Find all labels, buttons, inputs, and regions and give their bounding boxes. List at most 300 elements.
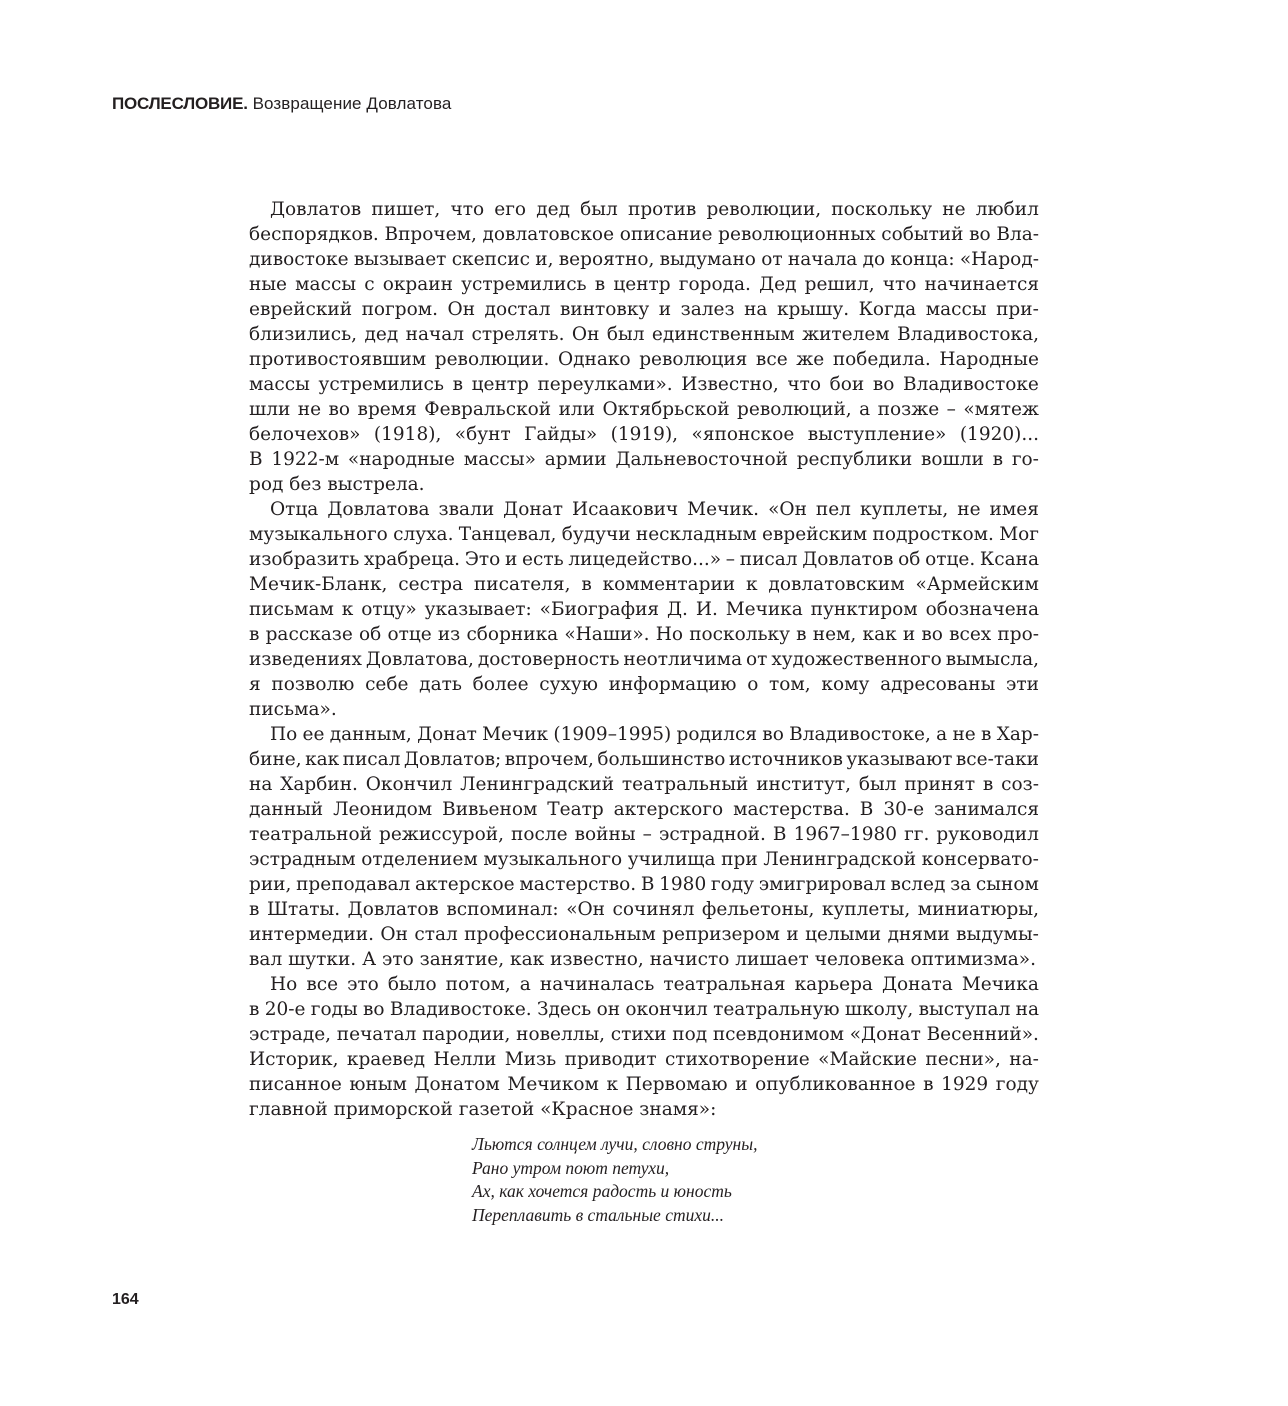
word: был <box>606 324 645 345</box>
word: рассказе <box>265 624 353 645</box>
word: «Биография <box>539 599 660 620</box>
word: на <box>1015 999 1039 1020</box>
word: Здесь <box>536 999 592 1020</box>
word: Леонидом <box>333 799 433 820</box>
word: во <box>328 399 351 420</box>
word: Довлатов; <box>403 749 502 770</box>
word: в <box>982 774 994 795</box>
word: Это <box>464 549 501 570</box>
word: начал <box>405 324 465 345</box>
word: как <box>862 624 897 645</box>
word: занятие, <box>419 949 505 970</box>
word: противостоявшим <box>249 349 427 370</box>
word: начинается <box>924 274 1039 295</box>
word: институт, <box>756 774 852 795</box>
word: и, <box>535 249 554 270</box>
word: жителем <box>802 324 890 345</box>
word: еврейским <box>762 524 868 545</box>
word: стихотворение <box>665 1049 810 1070</box>
word: Хар- <box>996 724 1039 745</box>
word: рии, <box>249 874 292 895</box>
poem-line: Льются солнцем лучи, словно струны, <box>472 1134 758 1154</box>
word: В <box>859 799 874 820</box>
word: на <box>249 774 273 795</box>
word: – <box>946 399 956 420</box>
word: отце. <box>925 549 976 570</box>
word: соз- <box>1001 774 1039 795</box>
word: данный <box>249 799 324 820</box>
text-line <box>249 547 1039 572</box>
word: «мятеж <box>963 399 1039 420</box>
word: куплеты, <box>821 899 911 920</box>
word: от <box>746 649 768 670</box>
word: Когда <box>858 299 917 320</box>
word: Владивостока, <box>897 324 1039 345</box>
word: бине, <box>249 749 302 770</box>
word: Февральской <box>424 399 552 420</box>
text-line <box>249 247 1039 272</box>
paragraph <box>249 197 1039 497</box>
word: беспорядков. <box>249 224 379 245</box>
word: начиналась <box>539 974 655 995</box>
word: Довлатов <box>270 199 362 220</box>
word: Донат <box>417 724 477 745</box>
word: В <box>640 874 655 895</box>
text-line <box>249 897 1039 922</box>
word: музыкального <box>249 524 388 545</box>
word: позволю <box>271 674 355 695</box>
text-line <box>249 272 1039 297</box>
poem-line: Рано утром поют петухи, <box>472 1157 670 1178</box>
word: бои <box>829 374 865 395</box>
word: известно, <box>550 949 644 970</box>
word: революция <box>639 349 748 370</box>
word: письмам <box>249 599 334 620</box>
word: эстрадной. <box>658 824 766 845</box>
word: театральной <box>249 824 372 845</box>
word: более <box>472 674 529 695</box>
word: войны <box>574 824 636 845</box>
word: подростком. <box>872 524 994 545</box>
word: к <box>746 574 758 595</box>
word: «японское <box>691 424 795 445</box>
word: не <box>957 499 981 520</box>
word: вызывает <box>353 249 447 270</box>
word: преподавал <box>296 874 411 895</box>
word: ные <box>249 274 288 295</box>
word: на <box>744 299 768 320</box>
word: единственным <box>651 324 795 345</box>
word: новеллы, <box>516 1024 606 1045</box>
word: краевед <box>346 1049 426 1070</box>
word: лишает <box>735 949 809 970</box>
word: дивостоке <box>249 249 349 270</box>
word: винтовку <box>559 299 650 320</box>
word: в <box>594 274 606 295</box>
word: в <box>249 899 260 920</box>
word: профессиональным <box>464 924 656 945</box>
word: про- <box>997 624 1039 645</box>
word: а <box>519 974 531 995</box>
word: выступал <box>918 999 1011 1020</box>
word: Мизь <box>504 1049 557 1070</box>
word: карьера <box>794 974 873 995</box>
word: Дальневосточной <box>615 449 788 470</box>
word: республики <box>796 449 913 470</box>
word: выступление» <box>807 424 947 445</box>
word: звали <box>438 499 495 520</box>
word: время <box>357 399 417 420</box>
word: комментарии <box>602 574 736 595</box>
word: в <box>923 1074 934 1095</box>
word: эти <box>1006 674 1039 695</box>
word: центр <box>471 374 529 395</box>
word: близились, <box>249 324 358 345</box>
word: газетой <box>458 1099 535 1120</box>
word: пунктиром <box>810 599 918 620</box>
text-line <box>249 497 1039 522</box>
poem-excerpt <box>472 1133 757 1227</box>
text-line <box>249 872 1039 897</box>
word: стал <box>414 924 458 945</box>
word: и <box>504 549 518 570</box>
word: себе <box>365 674 409 695</box>
word: «Майские <box>818 1049 917 1070</box>
word: опубликованное <box>755 1074 916 1095</box>
word: фельетоны, <box>701 899 815 920</box>
poem-line: Ах, как хочется радость и юность <box>472 1181 732 1201</box>
word: Народные <box>939 349 1039 370</box>
word: за <box>950 874 972 895</box>
word: сыном <box>975 874 1039 895</box>
word: скепсис <box>451 249 530 270</box>
word: революционных <box>718 224 876 245</box>
word: указывают <box>846 749 953 770</box>
word: от <box>761 249 783 270</box>
word: в <box>249 999 260 1020</box>
text-line <box>249 747 1039 772</box>
body-text <box>249 197 1039 1122</box>
word: любил <box>975 199 1039 220</box>
word: Однако <box>558 349 631 370</box>
word: после <box>511 824 568 845</box>
word: писал <box>739 549 798 570</box>
word: Октябрьской <box>602 399 730 420</box>
word: дед <box>364 324 399 345</box>
word: центр <box>613 274 671 295</box>
word: об <box>898 549 921 570</box>
text-line <box>249 472 1039 497</box>
word: выдумы- <box>956 924 1039 945</box>
word: А <box>362 949 377 970</box>
word: революции, <box>706 199 822 220</box>
word: при <box>721 849 758 870</box>
word: Вивьеном <box>442 799 538 820</box>
word: Историк, <box>249 1049 339 1070</box>
word: армии <box>544 449 607 470</box>
word: при- <box>996 299 1039 320</box>
word: кому <box>821 674 870 695</box>
word: Д. <box>667 599 688 620</box>
word: не <box>942 199 966 220</box>
word: интермедии. <box>249 924 374 945</box>
word: большинство <box>597 749 726 770</box>
word: в <box>452 374 463 395</box>
word: пел <box>815 499 851 520</box>
word: Мечиком <box>507 1074 599 1095</box>
word: приморской <box>333 1099 453 1120</box>
word: достоверность <box>477 649 620 670</box>
word: не <box>297 399 322 420</box>
word: эстраде, <box>249 1024 332 1045</box>
word: еврейский <box>249 299 353 320</box>
word: принят <box>904 774 976 795</box>
word: режиссурой, <box>379 824 504 845</box>
word: позже <box>877 399 940 420</box>
word: миниатюры, <box>917 899 1039 920</box>
word: сухую <box>539 674 598 695</box>
word: о <box>747 674 759 695</box>
text-line <box>249 372 1039 397</box>
word: – <box>725 549 736 570</box>
word: Штаты. <box>266 899 341 920</box>
word: годы <box>310 999 358 1020</box>
word: отцу» <box>361 599 417 620</box>
word: 1929 <box>941 1074 989 1095</box>
word: на- <box>1009 1049 1039 1070</box>
word: погром. <box>361 299 439 320</box>
running-head <box>112 94 451 114</box>
word: сестра <box>398 574 464 595</box>
word: мастерство. <box>519 874 637 895</box>
word: Донатом <box>414 1074 500 1095</box>
word: поскольку <box>689 624 790 645</box>
word: консервато- <box>921 849 1039 870</box>
word: достал <box>484 299 551 320</box>
paragraph <box>249 497 1039 722</box>
text-line <box>249 1097 1039 1122</box>
word: отделением <box>361 849 478 870</box>
word: отце <box>387 624 432 645</box>
word: к <box>341 599 354 620</box>
word: «Армейским <box>915 574 1039 595</box>
word: есть <box>522 549 564 570</box>
word: во <box>921 624 943 645</box>
word: театральную <box>713 999 840 1020</box>
word: он <box>596 999 621 1020</box>
word: все-таки <box>955 749 1039 770</box>
word: а <box>936 724 948 745</box>
word: в <box>796 624 807 645</box>
word: Впрочем, <box>384 224 477 245</box>
text-line <box>249 947 1039 972</box>
word: Первомаю <box>625 1074 728 1095</box>
text-line <box>249 447 1039 472</box>
word: Мечика <box>725 599 803 620</box>
text-line <box>249 522 1039 547</box>
word: обозначена <box>925 599 1039 620</box>
word: род <box>249 474 284 495</box>
text-line <box>249 672 1039 697</box>
word: В <box>249 449 263 470</box>
word: оптимизма». <box>910 949 1037 970</box>
word: Мечик <box>482 724 549 745</box>
word: дед <box>536 199 570 220</box>
word: же <box>796 349 825 370</box>
word: все <box>755 349 788 370</box>
word: без <box>289 474 322 495</box>
word: в <box>581 574 592 595</box>
word: и <box>735 1074 748 1095</box>
word: Ксана <box>979 549 1039 570</box>
word: массы» <box>463 449 536 470</box>
word: Мечик. <box>687 499 760 520</box>
word: дать <box>419 674 462 695</box>
word: «Красное <box>540 1099 634 1120</box>
word: (1919), <box>610 424 679 445</box>
text-line <box>249 572 1039 597</box>
word: слуха. <box>393 524 454 545</box>
word: не <box>952 724 976 745</box>
word: Он <box>571 324 600 345</box>
word: конца: <box>890 249 955 270</box>
word: залез <box>680 299 735 320</box>
word: «Донат <box>849 1024 921 1045</box>
word: шли <box>249 399 291 420</box>
word: Окончил <box>365 774 453 795</box>
word: ее <box>302 724 325 745</box>
word: приводит <box>564 1049 657 1070</box>
word: или <box>558 399 595 420</box>
word: Мог <box>999 524 1039 545</box>
text-line <box>249 322 1039 347</box>
word: что <box>787 374 822 395</box>
word: днями <box>887 924 950 945</box>
word: Нелли <box>433 1049 497 1070</box>
word: Донат <box>503 499 563 520</box>
word: «бунт <box>454 424 511 445</box>
word: будучи <box>561 524 631 545</box>
word: начала <box>787 249 858 270</box>
word: Он <box>447 299 476 320</box>
word: И. <box>695 599 718 620</box>
word: до <box>862 249 886 270</box>
word: родился <box>676 724 758 745</box>
word: во <box>872 374 895 395</box>
word: имея <box>989 499 1039 520</box>
word: победила. <box>832 349 931 370</box>
word: юным <box>349 1074 407 1095</box>
text-line <box>249 647 1039 672</box>
word: во <box>762 724 784 745</box>
word: эстрадным <box>249 849 356 870</box>
text-line <box>249 697 1039 722</box>
word: адресованы <box>880 674 996 695</box>
chapter-title: Возвращение Довлатова <box>252 94 452 113</box>
word: училища <box>627 849 716 870</box>
word: Дед <box>759 274 797 295</box>
word: во <box>969 224 991 245</box>
word: был <box>580 199 618 220</box>
word: Известно, <box>681 374 779 395</box>
word: города. <box>678 274 751 295</box>
word: писателя, <box>473 574 571 595</box>
word: «Наши». <box>564 624 650 645</box>
word: Довлатов <box>802 549 894 570</box>
word: вслед <box>890 874 946 895</box>
word: Он <box>380 924 408 945</box>
word: Довлатова <box>327 499 430 520</box>
word: году <box>710 874 755 895</box>
word: из <box>437 624 461 645</box>
word: лицедейство...» <box>568 549 722 570</box>
word: а <box>859 399 871 420</box>
word: с <box>364 274 375 295</box>
text-line <box>249 422 1039 447</box>
word: музыкального <box>483 849 623 870</box>
word: переулками». <box>537 374 673 395</box>
word: начисто <box>649 949 730 970</box>
word: массы <box>249 374 310 395</box>
word: руководил <box>936 824 1039 845</box>
word: вымысла, <box>945 649 1039 670</box>
word: году <box>995 1074 1039 1095</box>
word: в <box>981 724 992 745</box>
word: Довлатова, <box>365 649 474 670</box>
word: песни», <box>925 1049 1001 1070</box>
word: всех <box>949 624 992 645</box>
word: массы <box>925 299 987 320</box>
word: вероятно, <box>558 249 655 270</box>
word: потом, <box>445 974 511 995</box>
word: стрелять. <box>471 324 565 345</box>
text-line <box>249 397 1039 422</box>
word: поскольку <box>831 199 933 220</box>
word: Доната <box>881 974 953 995</box>
text-line <box>249 922 1039 947</box>
text-line <box>249 772 1039 797</box>
word: Владивостоке. <box>389 999 532 1020</box>
word: «Он <box>768 499 807 520</box>
word: мастерства. <box>733 799 850 820</box>
word: сочинял <box>612 899 695 920</box>
word: как <box>510 949 545 970</box>
word: – <box>642 824 652 845</box>
word: Но <box>655 624 684 645</box>
word: был <box>858 774 897 795</box>
word: описание <box>619 224 713 245</box>
word: я <box>249 674 261 695</box>
word: 1967–1980 <box>793 824 898 845</box>
word: актерское <box>414 874 515 895</box>
word: нем, <box>812 624 857 645</box>
word: 1980 <box>659 874 707 895</box>
word: Ленинградской <box>763 849 917 870</box>
word: его <box>494 199 527 220</box>
word: знамя»: <box>639 1099 717 1120</box>
word: актерского <box>613 799 724 820</box>
word: окончил <box>625 999 708 1020</box>
word: против <box>627 199 697 220</box>
word: впрочем, <box>504 749 594 770</box>
word: как <box>305 749 340 770</box>
word: театральная <box>663 974 786 995</box>
word: и <box>902 624 916 645</box>
word: окраин <box>382 274 453 295</box>
word: довлатовское <box>482 224 615 245</box>
text-line <box>249 297 1039 322</box>
word: Владивостоке <box>902 374 1039 395</box>
